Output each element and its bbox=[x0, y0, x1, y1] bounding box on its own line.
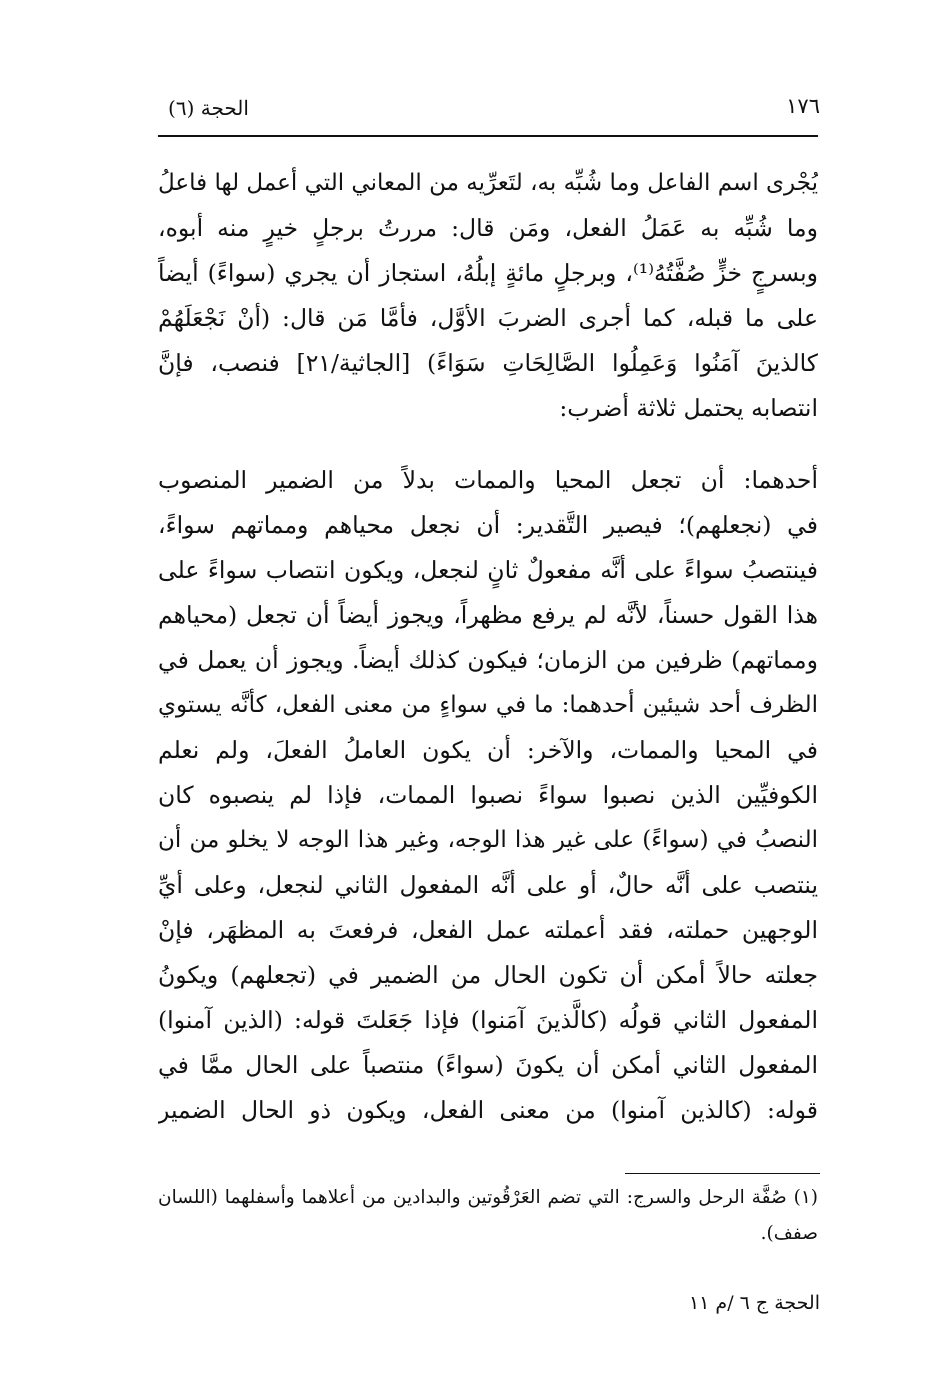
text-line: يُجْرى اسم الفاعل وما شُبِّه به، لتَعرِّيه من المعاني التي أعمل لها فاعلُ bbox=[158, 170, 818, 196]
text-line: هذا القول حسناً، لأنَّه لم يرفع مظهراً، ويجوز أيضاً أن تجعل (محياهم bbox=[158, 601, 818, 629]
footnote-rule bbox=[625, 1173, 820, 1174]
footnote-line: (١) صُفَّة الرحل والسرج: التي تضم العَرْقُوتين والبدادين من أعلاهما وأسفلهما (اللسان bbox=[158, 1187, 818, 1208]
text-line: كالذينَ آمَنُوا وَعَمِلُوا الصَّالِحَاتِ سَوَاءً) [الجاثية/٢١] فنصب، فإنَّ bbox=[158, 349, 818, 377]
text-line: جعلته حالاً أمكن أن تكون الحال من الضمير في (تجعلهم) ويكونُ bbox=[158, 961, 818, 989]
text-line: ومماتهم) ظرفين من الزمان؛ فيكون كذلك أيضاً. ويجوز أن يعمل في bbox=[158, 646, 818, 674]
page-number: ١٧٦ bbox=[786, 94, 820, 118]
text-line: فينتصبُ سواءً على أنَّه مفعولٌ ثانٍ لنجعل، ويكون انتصاب سواءً على bbox=[158, 556, 818, 584]
text-line: على ما قبله، كما أجرى الضربَ الأوَّل، فأمَّا مَن قال: (أنْ نَجْعَلَهُمْ bbox=[158, 304, 818, 332]
text-line: المفعول الثاني قولُه (كالَّذينَ آمَنوا) فإذا جَعَلتَ قوله: (الذين آمنوا) bbox=[158, 1006, 818, 1034]
signature-mark: الحجة ج ٦ /م ١١ bbox=[688, 1292, 820, 1314]
text-line: ينتصب على أنَّه حالٌ، أو على أنَّه المفعول الثاني لنجعل، وعلى أيِّ bbox=[158, 871, 818, 899]
header-rule bbox=[158, 135, 818, 137]
text-line: النصبُ في (سواءً) على غير هذا الوجه، وغير هذا الوجه لا يخلو من أن bbox=[158, 827, 818, 853]
text-line: الوجهين حملته، فقد أعملته عمل الفعل، فرفعتَ به المظهَر، فإنْ bbox=[158, 916, 818, 944]
paragraph-1 bbox=[158, 161, 818, 431]
text-line: الكوفيِّين الذين نصبوا سواءً نصبوا الممات، فإذا لم ينصبوه كان bbox=[158, 781, 818, 809]
text-line: المفعول الثاني أمكن أن يكونَ (سواءً) منتصباً على الحال ممَّا في bbox=[158, 1051, 818, 1079]
text-line: أحدهما: أن تجعل المحيا والممات بدلاً من الضمير المنصوب bbox=[158, 466, 818, 494]
text-line: وما شُبِّه به عَمَلُ الفعل، ومَن قال: مررتُ برجلٍ خيرٍ منه أبوه، bbox=[158, 214, 818, 242]
text-line: انتصابه يحتمل ثلاثة أضرب: bbox=[559, 394, 818, 422]
text-line: قوله: (كالذين آمنوا) من معنى الفعل، ويكون ذو الحال الضمير bbox=[158, 1096, 818, 1124]
running-title: الحجة (٦) bbox=[168, 96, 249, 120]
footnote-line: صفف). bbox=[760, 1223, 818, 1244]
footnote bbox=[158, 1180, 818, 1252]
text-line: في المحيا والممات، والآخر: أن يكون العاملُ الفعلَ، ولم نعلم bbox=[158, 736, 818, 764]
text-line: في (نجعلهم)؛ فيصير التَّقدير: أن نجعل محياهم ومماتهم سواءً، bbox=[158, 511, 818, 539]
paragraph-2 bbox=[158, 458, 818, 1133]
text-line: الظرف أحد شيئين أحدهما: ما في سواءٍ من معنى الفعل، كأنَّه يستوي bbox=[158, 692, 818, 718]
text-line: وبسرجٍ خزٍّ صُفَّتُهُ⁽¹⁾، وبرجلٍ مائةٍ إبلُهُ، استجاز أن يجري (سواءً) أيضاً bbox=[158, 259, 818, 287]
